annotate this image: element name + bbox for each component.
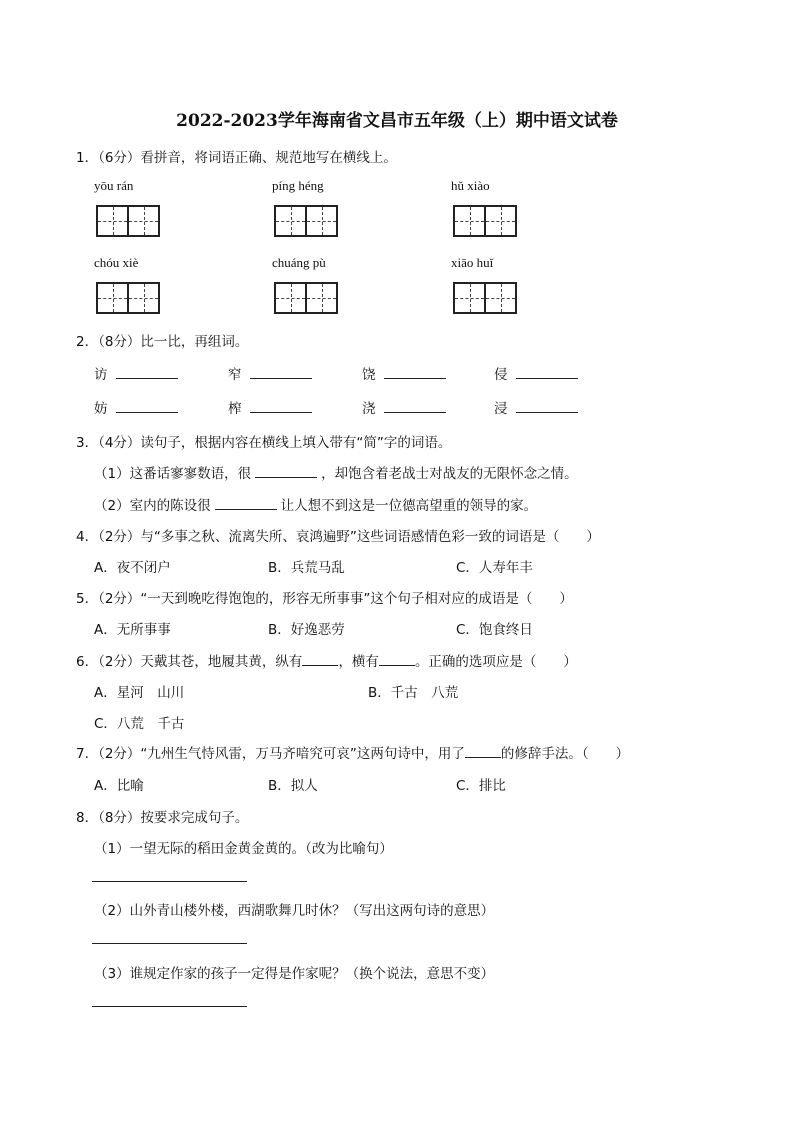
page-title: 2022-2023学年海南省文昌市五年级（上）期中语文试卷	[176, 111, 618, 131]
answer-line[interactable]	[92, 881, 247, 882]
answer-blank[interactable]	[250, 364, 312, 379]
answer-blank[interactable]	[465, 745, 501, 758]
question-6-stem: 6．（2分）天戴其苍，地履其黄，纵有 ，横有 。正确的选项应是（ ）	[76, 654, 577, 670]
question-7-stem: 7．（2分）“九州生气恃风雷，万马齐喑究可哀”这两句诗中，用了 的修辞手法。（ ）	[76, 746, 630, 762]
pinyin-1: yōu rán	[94, 178, 134, 193]
pinyin-4: chóu xiè	[94, 255, 139, 270]
compare-item: 窄	[228, 363, 312, 383]
sub-question-3: （3）谁规定作家的孩子一定得是作家呢？（换个说法，意思不变）	[94, 966, 495, 982]
answer-blank[interactable]	[384, 398, 446, 413]
writing-grid-6[interactable]	[453, 282, 517, 314]
answer-blank[interactable]	[302, 653, 338, 666]
option-c[interactable]: C．饱食终日	[456, 622, 533, 638]
answer-blank[interactable]	[215, 495, 277, 510]
answer-line[interactable]	[92, 943, 247, 944]
compare-item: 饶	[362, 363, 446, 383]
question-8-stem: 8．（8分）按要求完成句子。	[76, 810, 249, 826]
answer-blank[interactable]	[250, 398, 312, 413]
option-c[interactable]: C．人寿年丰	[456, 560, 533, 576]
option-a[interactable]: A．无所事事	[94, 622, 171, 638]
compare-item: 妨	[94, 397, 178, 417]
option-a[interactable]: A．星河 山川	[94, 685, 185, 701]
option-c[interactable]: C．排比	[456, 778, 506, 794]
option-b[interactable]: B．好逸恶劳	[268, 622, 345, 638]
writing-grid-4[interactable]	[96, 282, 160, 314]
option-a[interactable]: A．比喻	[94, 778, 144, 794]
pinyin-5: chuáng pù	[272, 255, 326, 270]
question-4-stem: 4．（2分）与“多事之秋、流离失所、哀鸿遍野”这些词语感情色彩一致的词语是（ ）	[76, 529, 600, 545]
answer-blank[interactable]	[384, 364, 446, 379]
writing-grid-5[interactable]	[274, 282, 338, 314]
pinyin-3: hǔ xiào	[451, 178, 490, 193]
question-5-stem: 5．（2分）“一天到晚吃得饱饱的，形容无所事事”这个句子相对应的成语是（ ）	[76, 591, 573, 607]
answer-blank[interactable]	[516, 364, 578, 379]
answer-blank[interactable]	[255, 463, 317, 478]
compare-item: 访	[94, 363, 178, 383]
option-b[interactable]: B．拟人	[268, 778, 318, 794]
option-a[interactable]: A．夜不闭户	[94, 560, 171, 576]
sentence-1: （1）这番话寥寥数语，很 ，却饱含着老战士对战友的无限怀念之情。	[94, 462, 578, 482]
answer-blank[interactable]	[516, 398, 578, 413]
compare-item: 浸	[494, 397, 578, 417]
option-b[interactable]: B．兵荒马乱	[268, 560, 345, 576]
question-1-stem: 1．（6分）看拼音，将词语正确、规范地写在横线上。	[76, 150, 397, 166]
question-2-stem: 2．（8分）比一比，再组词。	[76, 334, 249, 350]
answer-blank[interactable]	[116, 398, 178, 413]
answer-blank[interactable]	[116, 364, 178, 379]
sentence-2: （2）室内的陈设很 让人想不到这是一位德高望重的领导的家。	[94, 494, 537, 514]
writing-grid-2[interactable]	[274, 205, 338, 237]
answer-line[interactable]	[92, 1006, 247, 1007]
pinyin-6: xiāo huǐ	[451, 255, 494, 270]
compare-item: 侵	[494, 363, 578, 383]
option-c[interactable]: C．八荒 千古	[94, 716, 185, 732]
option-b[interactable]: B．千古 八荒	[368, 685, 459, 701]
sub-question-1: （1）一望无际的稻田金黄金黄的。（改为比喻句）	[94, 841, 393, 857]
writing-grid-3[interactable]	[453, 205, 517, 237]
sub-question-2: （2）山外青山楼外楼，西湖歌舞几时休？（写出这两句诗的意思）	[94, 903, 495, 919]
question-3-stem: 3．（4分）读句子，根据内容在横线上填入带有“简”字的词语。	[76, 435, 452, 451]
pinyin-2: píng héng	[272, 178, 324, 193]
writing-grid-1[interactable]	[96, 205, 160, 237]
answer-blank[interactable]	[379, 653, 415, 666]
compare-item: 榨	[228, 397, 312, 417]
compare-item: 浇	[362, 397, 446, 417]
